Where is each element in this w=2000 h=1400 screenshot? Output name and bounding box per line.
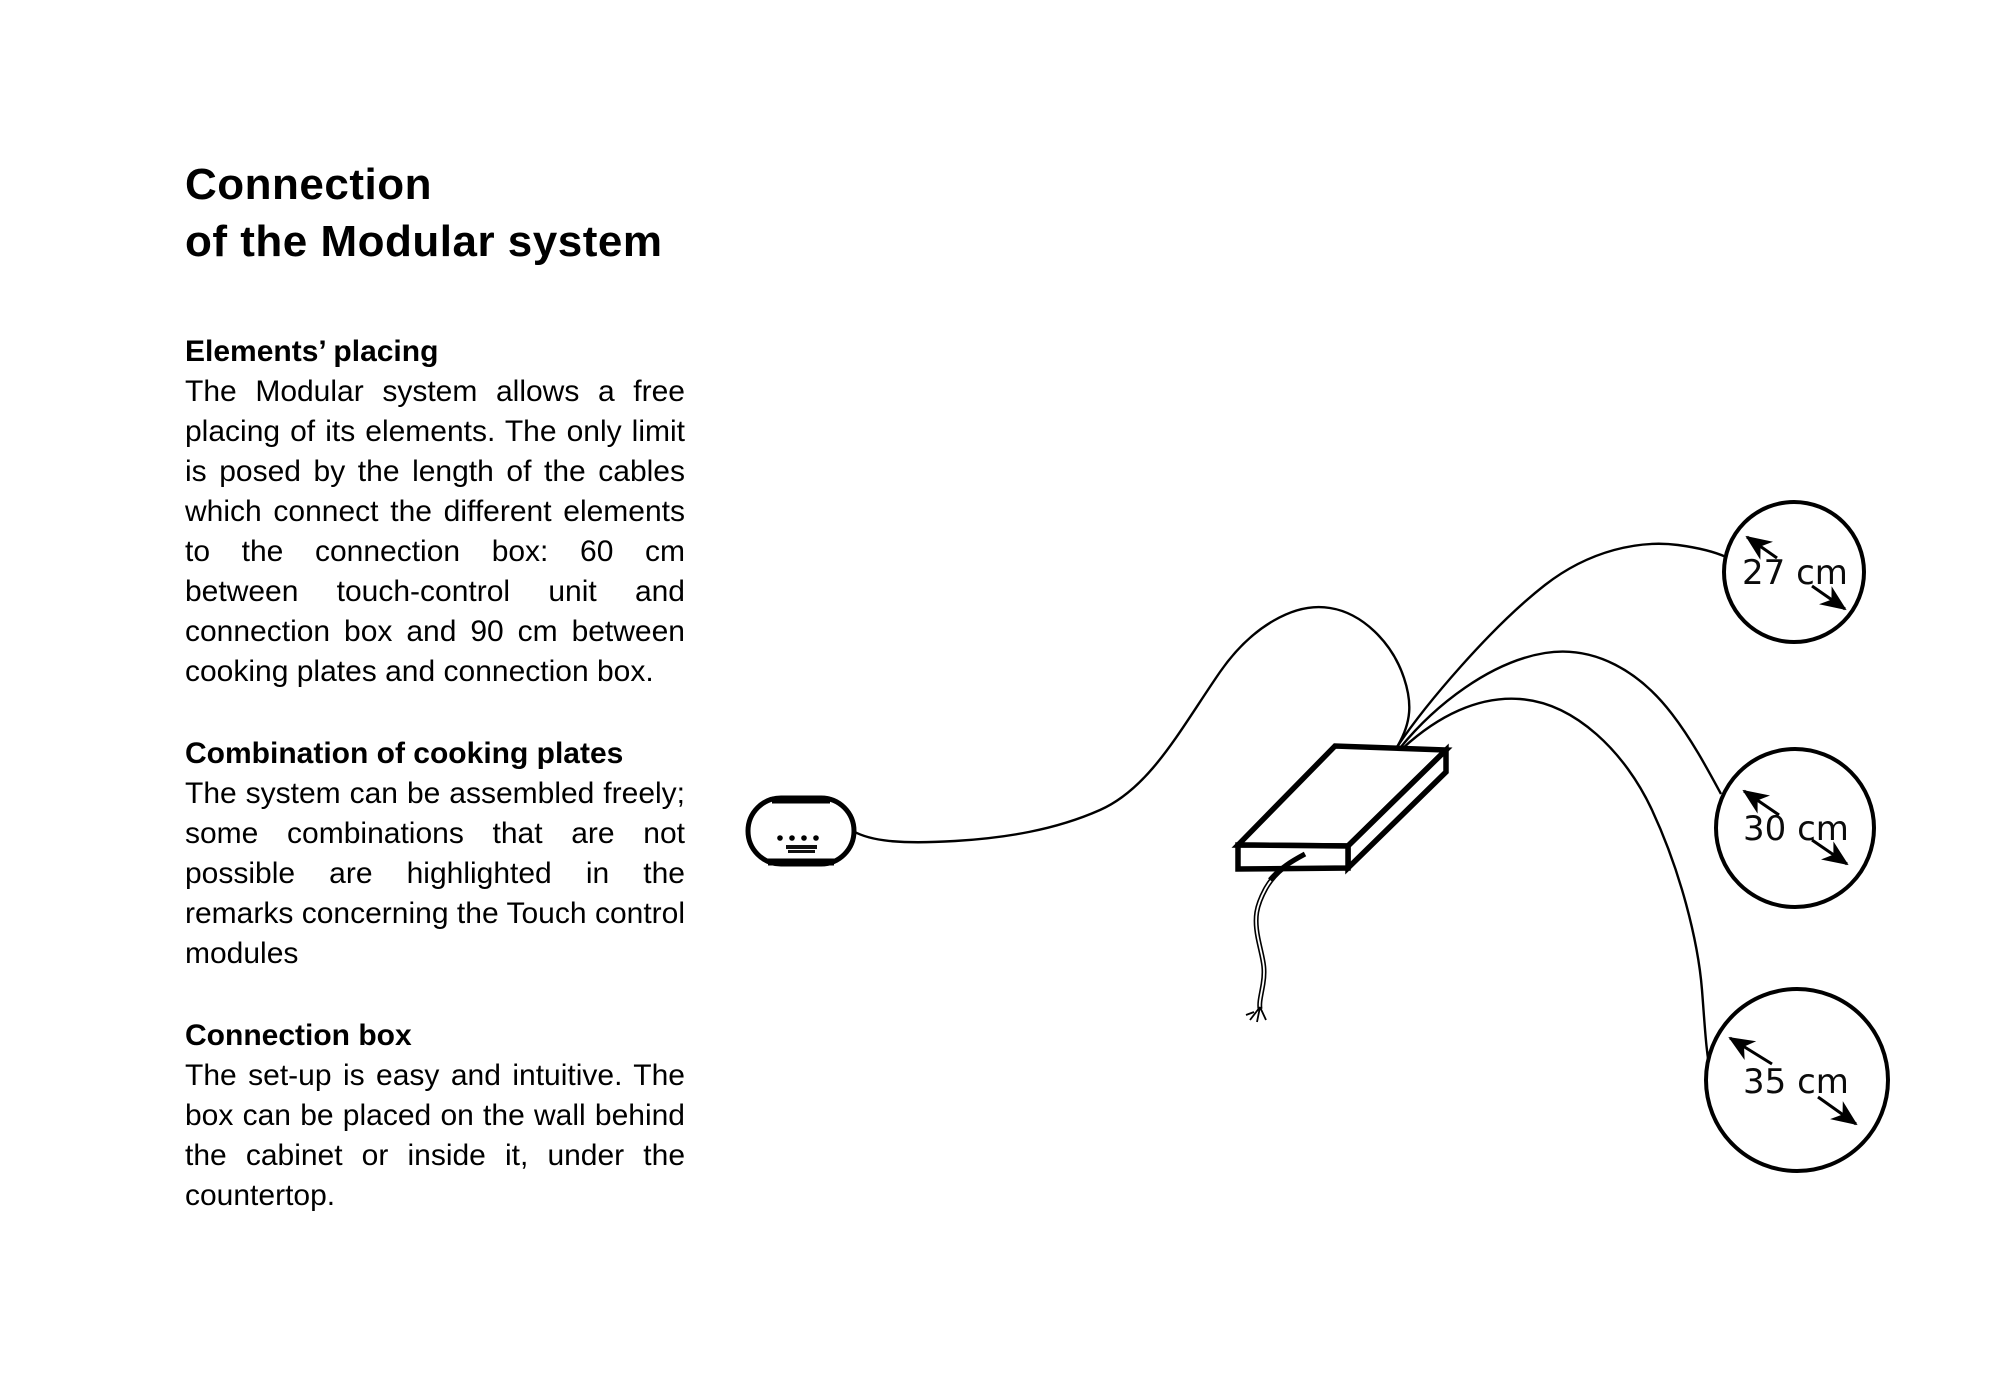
plate-circle-30 [1716, 749, 1874, 907]
plate-circle-27-label: 27 cm [1742, 553, 1848, 593]
touch-control-unit [748, 798, 854, 864]
power-cord [1246, 854, 1305, 1022]
plate-circle-35-label: 35 cm [1743, 1062, 1849, 1102]
touch-control-body [748, 798, 854, 864]
section-heading: Combination of cooking plates [185, 737, 624, 770]
connection-box-front-face [1238, 845, 1348, 869]
cable-plate-35 [1403, 699, 1711, 1076]
plate-circle-27 [1724, 502, 1864, 642]
section-body: The system can be assembled freely; some combinations that are not possible are highlighted in the remarks concerning the Touch control modules [185, 777, 685, 970]
page-title-line2: of the Modular system [185, 217, 663, 266]
power-cord-core [1256, 854, 1305, 1009]
section-body: The Modular system allows a free placing of its elements. The only limit is posed by the length of the cables which connect the different elements to the connection box: 60 cm between touch-control unit and connection box and 90 cm between cooking plates and connection box. [185, 375, 685, 688]
plate-circle-30-label: 30 cm [1743, 809, 1849, 849]
section-body: The set-up is easy and intuitive. The box can be placed on the wall behind the cabinet or inside it, under the countertop. [185, 1059, 685, 1212]
plate-circle-35 [1706, 989, 1888, 1171]
power-cord-fray [1246, 1007, 1266, 1022]
connection-box [1238, 746, 1446, 880]
touch-control-fine-print [786, 845, 817, 853]
section-heading: Elements’ placing [185, 335, 439, 368]
section-heading: Connection box [185, 1019, 412, 1052]
page-title-line1: Connection [185, 160, 432, 209]
